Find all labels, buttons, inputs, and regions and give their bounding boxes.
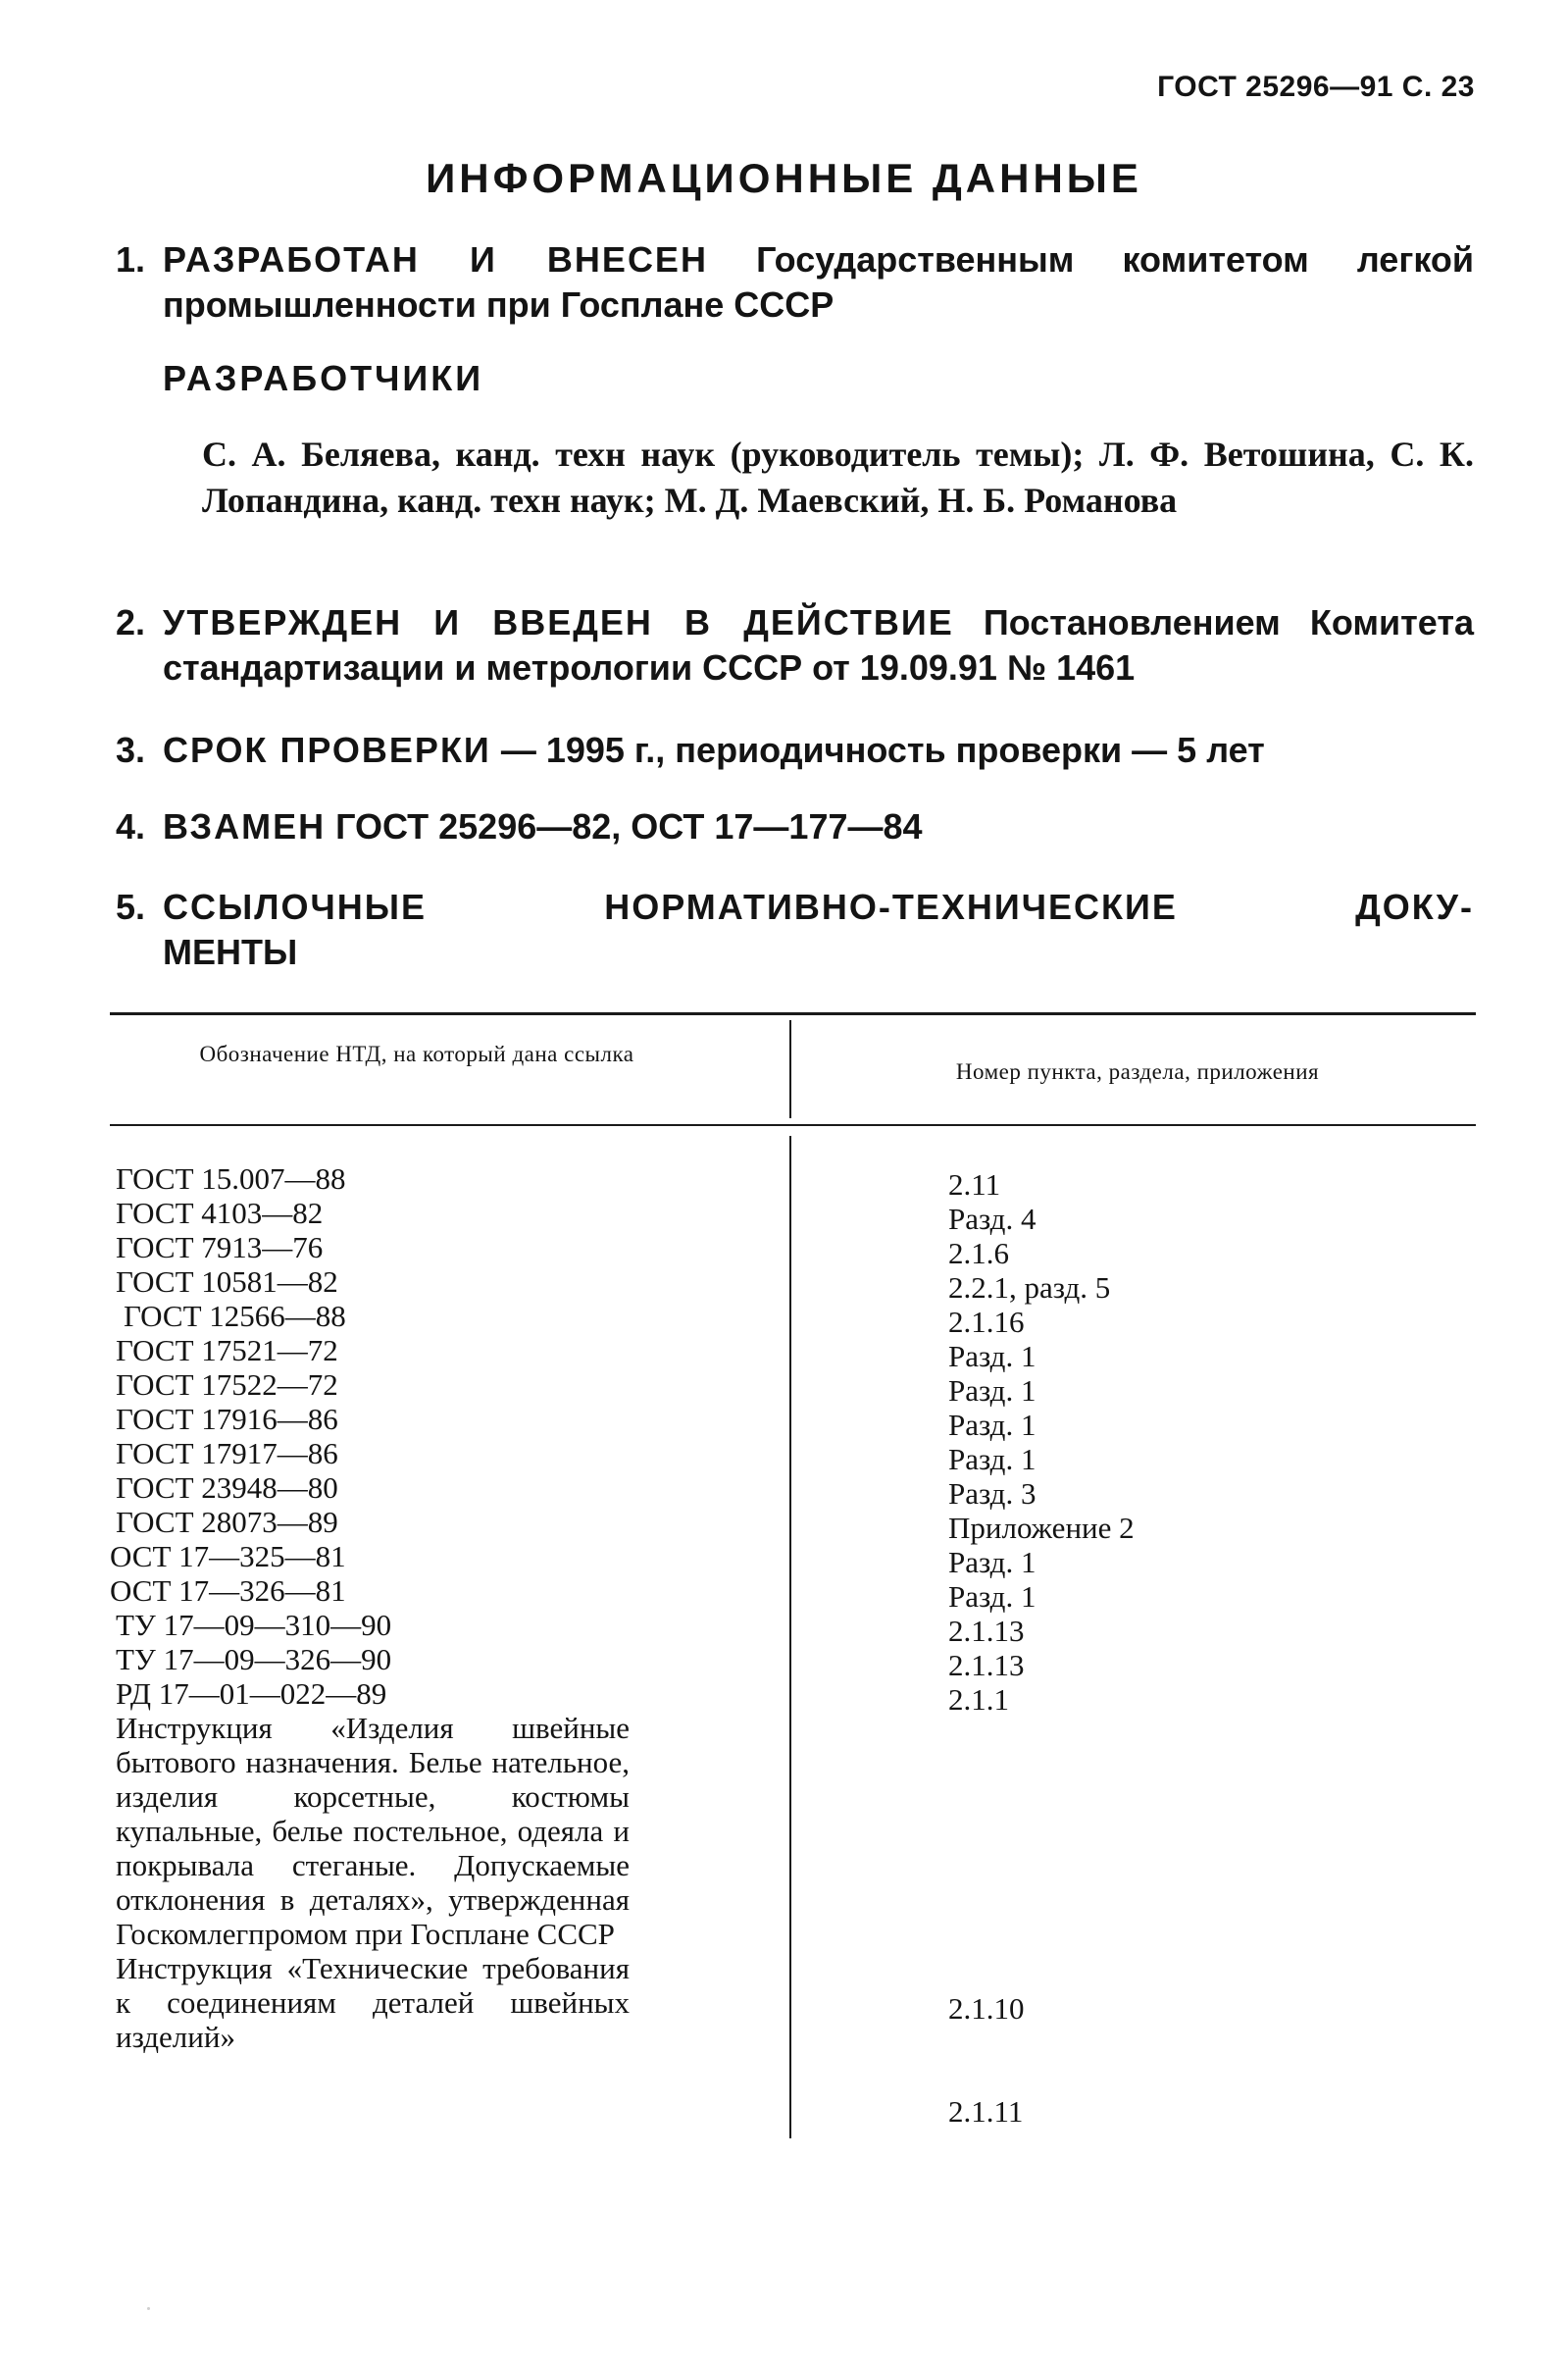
table-row-document: ГОСТ 28073—89 xyxy=(116,1505,338,1539)
table-row-reference: 2.11 xyxy=(948,1167,1001,1202)
table-row-reference: Разд. 4 xyxy=(948,1202,1037,1236)
item-text: ГОСТ 25296—82, ОСТ 17—177—84 xyxy=(335,806,923,847)
table-row-reference: 2.1.10 xyxy=(948,1991,1025,2026)
item-lead: ССЫЛОЧНЫЕ НОРМАТИВНО-ТЕХНИЧЕСКИЕ ДОКУ- xyxy=(163,887,1474,927)
item-replaces xyxy=(116,804,1474,849)
table-row-document: ГОСТ 4103—82 xyxy=(116,1196,324,1230)
item-references xyxy=(116,885,1474,975)
table-row-document: ГОСТ 17522—72 xyxy=(116,1367,338,1402)
developers-list: С. А. Беляева, канд. техн наук (руководитель темы); Л. Ф. Ветошина, С. К. Лопандина, канд. техн наук; М. Д. Маевский, Н. Б. Романова xyxy=(202,435,1474,520)
table-top-rule xyxy=(110,1012,1476,1015)
table-row-reference: 2.1.16 xyxy=(948,1305,1025,1339)
table-row-reference: 2.1.1 xyxy=(948,1682,1009,1717)
table-row-document: ГОСТ 17521—72 xyxy=(116,1333,338,1367)
table-row-document: ОСТ 17—326—81 xyxy=(110,1573,346,1608)
table-spacer xyxy=(948,2026,1458,2094)
item-review-period xyxy=(116,728,1474,773)
table-row-reference: Приложение 2 xyxy=(948,1511,1135,1545)
table-row-document: ГОСТ 15.007—88 xyxy=(116,1161,346,1196)
table-row-instruction-requirements: Инструкция «Технические требования к соединениям деталей швейных изделий» xyxy=(116,1951,630,2054)
table-row-document: ГОСТ 17917—86 xyxy=(116,1436,338,1470)
table-row-document: ОСТ 17—325—81 xyxy=(110,1539,346,1573)
item-lead: СРОК ПРОВЕРКИ xyxy=(163,730,491,770)
item-number: 5. xyxy=(116,887,146,927)
item-approved xyxy=(116,600,1474,691)
table-row-reference: 2.1.13 xyxy=(948,1614,1025,1648)
item-lead: УТВЕРЖДЕН И ВВЕДЕН В ДЕЙСТВИЕ xyxy=(163,602,954,642)
item-number: 2. xyxy=(116,602,146,642)
table-row-document: ГОСТ 7913—76 xyxy=(116,1230,324,1264)
table-row-document: ГОСТ 10581—82 xyxy=(116,1264,338,1299)
item-lead: РАЗРАБОТАН И ВНЕСЕН xyxy=(163,239,708,280)
table-header-rule xyxy=(110,1124,1476,1126)
table-row-reference: Разд. 1 xyxy=(948,1408,1037,1442)
table-header-reference: Номер пункта, раздела, приложения xyxy=(955,1059,1320,1084)
table-row-document: ГОСТ 12566—88 xyxy=(124,1299,346,1333)
table-row-reference: 2.1.6 xyxy=(948,1236,1009,1270)
item-number: 1. xyxy=(116,239,146,280)
table-row-reference: Разд. 1 xyxy=(948,1545,1037,1579)
page-identifier: ГОСТ 25296—91 С. 23 xyxy=(1157,71,1475,103)
table-row-reference: Разд. 1 xyxy=(948,1579,1037,1614)
table-row-reference: 2.1.13 xyxy=(948,1648,1025,1682)
item-text: Государственным комитетом легкой промышленности при Госплане СССР xyxy=(163,239,1474,325)
table-row-reference: Разд. 1 xyxy=(948,1339,1037,1373)
table-row-document: РД 17—01—022—89 xyxy=(116,1676,387,1711)
table-row-document: ТУ 17—09—326—90 xyxy=(116,1642,392,1676)
item-developed-by xyxy=(116,237,1474,328)
table-reference-column xyxy=(948,1167,1458,2129)
developers-title: РАЗРАБОТЧИКИ xyxy=(163,358,484,398)
item-text: Постановлением Комитета стандартизации и метрологии СССР от 19.09.91 № 1461 xyxy=(163,602,1474,688)
table-row-instruction-deviations: Инструкция «Изделия швейные бытового назначения. Белье нательное, изделия корсетные, костюмы купальные, белье постельное, одеяла и покрывала стеганые. Допускаемые отклонения в деталях», утвержденная Госкомлегпромом при Госплане СССР xyxy=(116,1711,630,1951)
table-row-document: ГОСТ 17916—86 xyxy=(116,1402,338,1436)
table-row-reference: Разд. 3 xyxy=(948,1476,1037,1511)
scan-speck xyxy=(147,2307,150,2310)
table-body-separator xyxy=(789,1136,791,2138)
item-number: 4. xyxy=(116,806,146,847)
item-lead: ВЗАМЕН xyxy=(163,806,327,847)
table-row-reference: Разд. 1 xyxy=(948,1373,1037,1408)
table-header-document: Обозначение НТД, на который дана ссылка xyxy=(199,1042,634,1066)
table-row-reference: 2.1.11 xyxy=(948,2094,1024,2129)
table-document-column xyxy=(110,1161,630,2054)
table-header-separator xyxy=(789,1020,791,1118)
table-row-reference: Разд. 1 xyxy=(948,1442,1037,1476)
item-number: 3. xyxy=(116,730,146,770)
table-row-document: ГОСТ 23948—80 xyxy=(116,1470,338,1505)
item-text: МЕНТЫ xyxy=(163,932,298,972)
table-row-reference: 2.2.1, разд. 5 xyxy=(948,1270,1111,1305)
table-spacer xyxy=(948,1717,1458,1991)
item-text: — 1995 г., периодичность проверки — 5 лет xyxy=(500,730,1265,770)
table-row-document: ТУ 17—09—310—90 xyxy=(116,1608,392,1642)
page-title: ИНФОРМАЦИОННЫЕ ДАННЫЕ xyxy=(426,155,1142,201)
